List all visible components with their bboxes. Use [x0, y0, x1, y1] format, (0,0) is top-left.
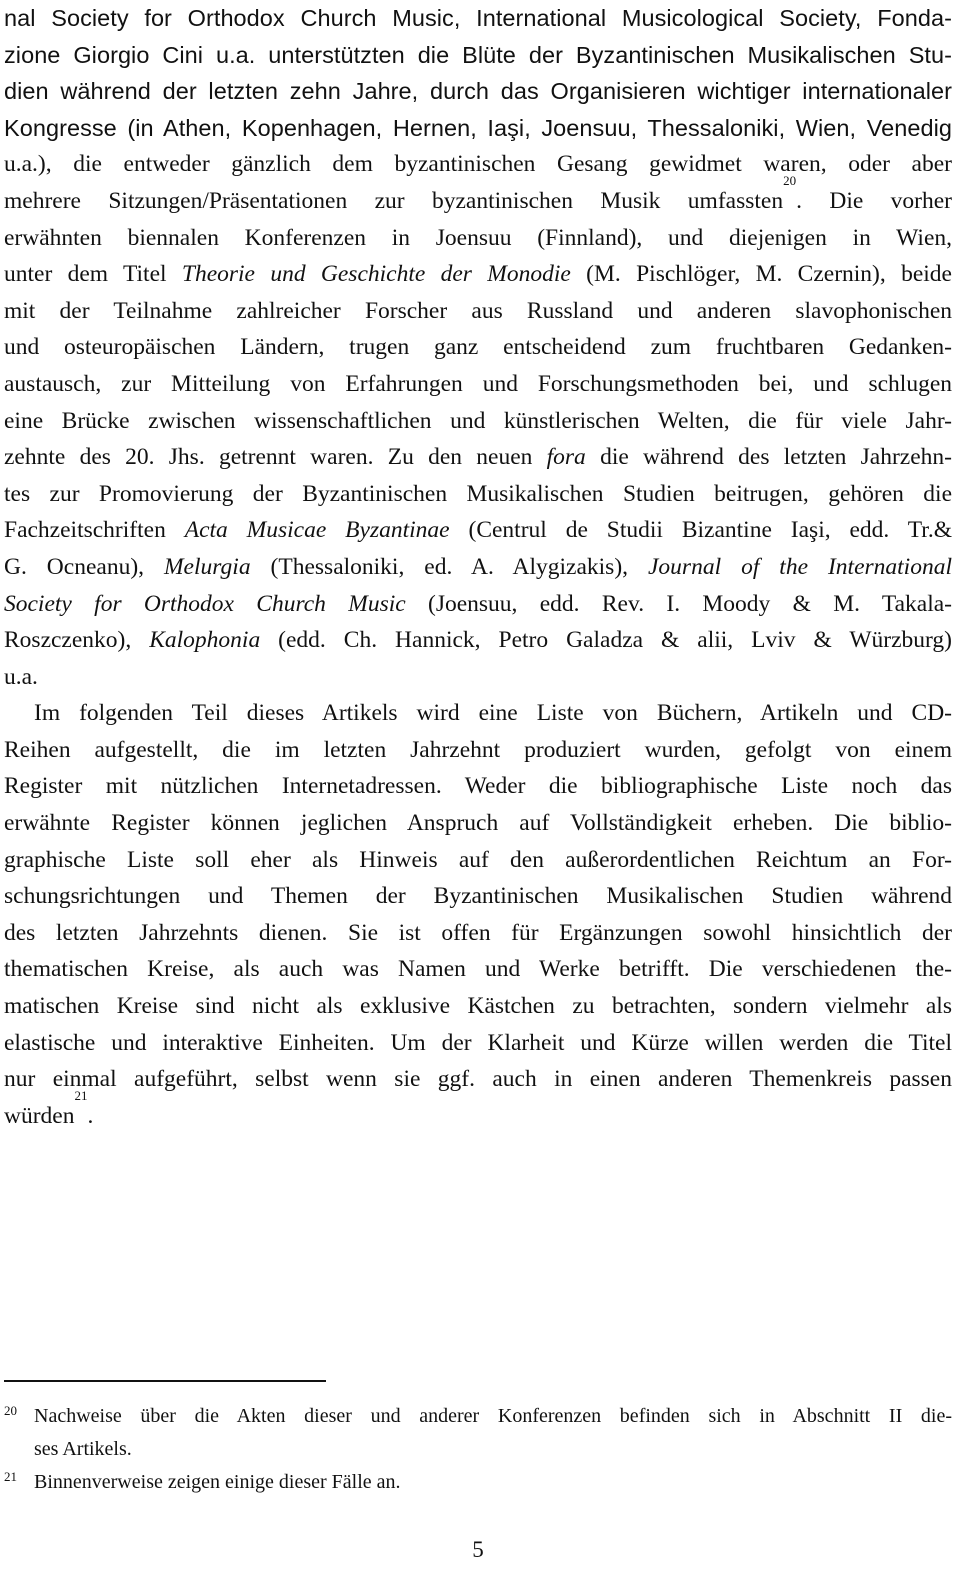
text-run: mehrere Sitzungen/Präsentationen zur byzantinischen Musik umfassten [4, 187, 784, 214]
text-line [4, 73, 952, 110]
text-run: dien während der letzten zehn Jahre, durch das Organisieren wichtiger internationaler [4, 78, 952, 105]
text-run: (Thessaloniki, ed. A. Alygizakis), [250, 553, 648, 580]
text-run: die während des letzten Jahrzehn- [585, 444, 952, 471]
text-line [4, 1025, 952, 1062]
text-run: und osteuropäischen Ländern, trugen ganz entscheidend zum fruchtbaren Gedanken- [4, 334, 952, 361]
text-line [4, 988, 952, 1025]
text-line [4, 586, 952, 623]
text-run: elastische und interaktive Einheiten. Um der Klarheit und Kürze willen werden die Titel [4, 1029, 952, 1056]
text-line [4, 366, 952, 403]
text-line [4, 146, 952, 183]
text-line [4, 0, 952, 37]
text-line [4, 1061, 952, 1098]
text-run: Roszczenko), [4, 627, 150, 654]
text-run: würden [4, 1102, 75, 1129]
text-run: Kongresse (in Athen, Kopenhagen, Hernen, Iaşi, Joensuu, Thessaloniki, Wien, Venedig [4, 114, 952, 141]
text-line [4, 878, 952, 915]
text-run: zione Giorgio Cini u.a. unterstützten die Blüte der Byzantinischen Musikalischen Stu- [4, 41, 952, 68]
text-run: Reihen aufgestellt, die im letzten Jahrzehnt produziert wurden, gefolgt von einem [4, 736, 952, 763]
text-run: nur einmal aufgeführt, selbst wenn sie ggf. auch in einen anderen Themenkreis passen [4, 1066, 952, 1093]
text-run: nal Society for Orthodox Church Music, International Musicological Society, Fonda- [4, 5, 952, 31]
text-line [4, 951, 952, 988]
text-line [4, 512, 952, 549]
italic-title: Theorie und Geschichte der Monodie [181, 261, 571, 288]
text-run: (Joensuu, edd. Rev. I. Moody & M. Takala- [405, 590, 952, 617]
text-run: erwähnten biennalen Konferenzen in Joensuu (Finnland), und diejenigen in Wien, [4, 224, 952, 251]
text-line [4, 110, 952, 147]
text-run: des letzten Jahrzehnts dienen. Sie ist offen für Ergänzungen sowohl hinsichtlich der [4, 919, 952, 946]
italic-title: Journal of the International [648, 553, 952, 580]
text-run: (edd. Ch. Hannick, Petro Galadza & alii, Lviv & Würzburg) [260, 627, 952, 654]
footnote-line: Nachweise über die Akten dieser und anderer Konferenzen befinden sich in Abschnitt II die- [34, 1405, 952, 1427]
italic-title: Kalophonia [149, 627, 261, 654]
footnote [4, 1466, 952, 1499]
text-run: matischen Kreise sind nicht als exklusive Kästchen zu betrachten, sondern vielmehr als [4, 993, 952, 1020]
text-run: thematischen Kreise, als auch was Namen und Werke betrifft. Die verschiedenen the- [4, 956, 952, 983]
footnote-number: 20 [4, 1403, 17, 1418]
text-run: G. Ocneanu), [4, 553, 164, 580]
text-run: unter dem Titel [4, 261, 182, 288]
text-run: erwähnte Register können jeglichen Anspruch auf Vollständigkeit erheben. Die biblio- [4, 810, 952, 837]
body-text [4, 0, 952, 1134]
text-line [4, 476, 952, 513]
page-number: 5 [472, 1537, 484, 1562]
text-run: u.a. [4, 663, 38, 690]
text-line [4, 622, 952, 659]
text-run: Register mit nützlichen Internetadressen. Weder die bibliographische Liste noch das [4, 773, 952, 800]
text-run: zehnte des 20. Jhs. getrennt waren. Zu den neuen [4, 444, 547, 471]
text-run: (M. Pischlöger, M. Czernin), beide [570, 261, 952, 288]
text-line [4, 37, 952, 74]
text-line [4, 732, 952, 769]
footnote-line: ses Artikels. [34, 1438, 132, 1460]
text-line [4, 805, 952, 842]
italic-title: Acta Musicae Byzantinae [184, 517, 450, 544]
italic-title: Society for Orthodox Church Music [4, 590, 406, 617]
text-line [4, 256, 952, 293]
italic-title: fora [546, 444, 586, 471]
text-line [4, 549, 952, 586]
text-line [4, 1087, 952, 1135]
text-run: . [87, 1102, 94, 1129]
text-run: tes zur Promovierung der Byzantinischen Musikalischen Studien beitrugen, gehören die [4, 480, 952, 507]
footnote-line: Binnenverweise zeigen einige dieser Fälle an. [34, 1471, 401, 1493]
text-run: Im folgenden Teil dieses Artikels wird eine Liste von Büchern, Artikeln und CD- [34, 700, 952, 727]
text-line [4, 915, 952, 952]
text-line [4, 220, 952, 257]
text-line [4, 439, 952, 476]
text-line [4, 329, 952, 366]
footnote-separator [4, 1380, 326, 1382]
text-line [4, 842, 952, 879]
text-line [4, 768, 952, 805]
text-run: austausch, zur Mitteilung von Erfahrungen und Forschungsmethoden bei, und schlugen [4, 370, 952, 397]
text-line [4, 172, 953, 220]
text-run: u.a.), die entweder gänzlich dem byzantinischen Gesang gewidmet waren, oder aber [4, 151, 952, 178]
text-line [4, 659, 952, 696]
text-run: schungsrichtungen und Themen der Byzantinischen Musikalischen Studien während [4, 883, 952, 910]
text-run: . Die vorher [796, 187, 953, 214]
footnotes [4, 1400, 952, 1499]
text-line [4, 695, 952, 732]
footnote-ref: 21 [74, 1087, 88, 1103]
footnote-number: 21 [4, 1469, 17, 1484]
text-run: graphische Liste soll eher als Hinweis auf den außerordentlichen Reichtum an For- [4, 846, 952, 873]
text-line [4, 293, 952, 330]
text-run: mit der Teilnahme zahlreicher Forscher aus Russland und anderen slavophonischen [4, 297, 952, 324]
text-run: eine Brücke zwischen wissenschaftlichen und künstlerischen Welten, die für viele Jahr- [4, 407, 952, 434]
footnote-ref: 20 [783, 172, 797, 188]
footnote [4, 1400, 952, 1466]
text-run: Fachzeitschriften [4, 517, 185, 544]
italic-title: Melurgia [163, 553, 251, 580]
text-line [4, 403, 952, 440]
text-run: (Centrul de Studii Bizantine Iaşi, edd. Tr.& [449, 517, 952, 544]
